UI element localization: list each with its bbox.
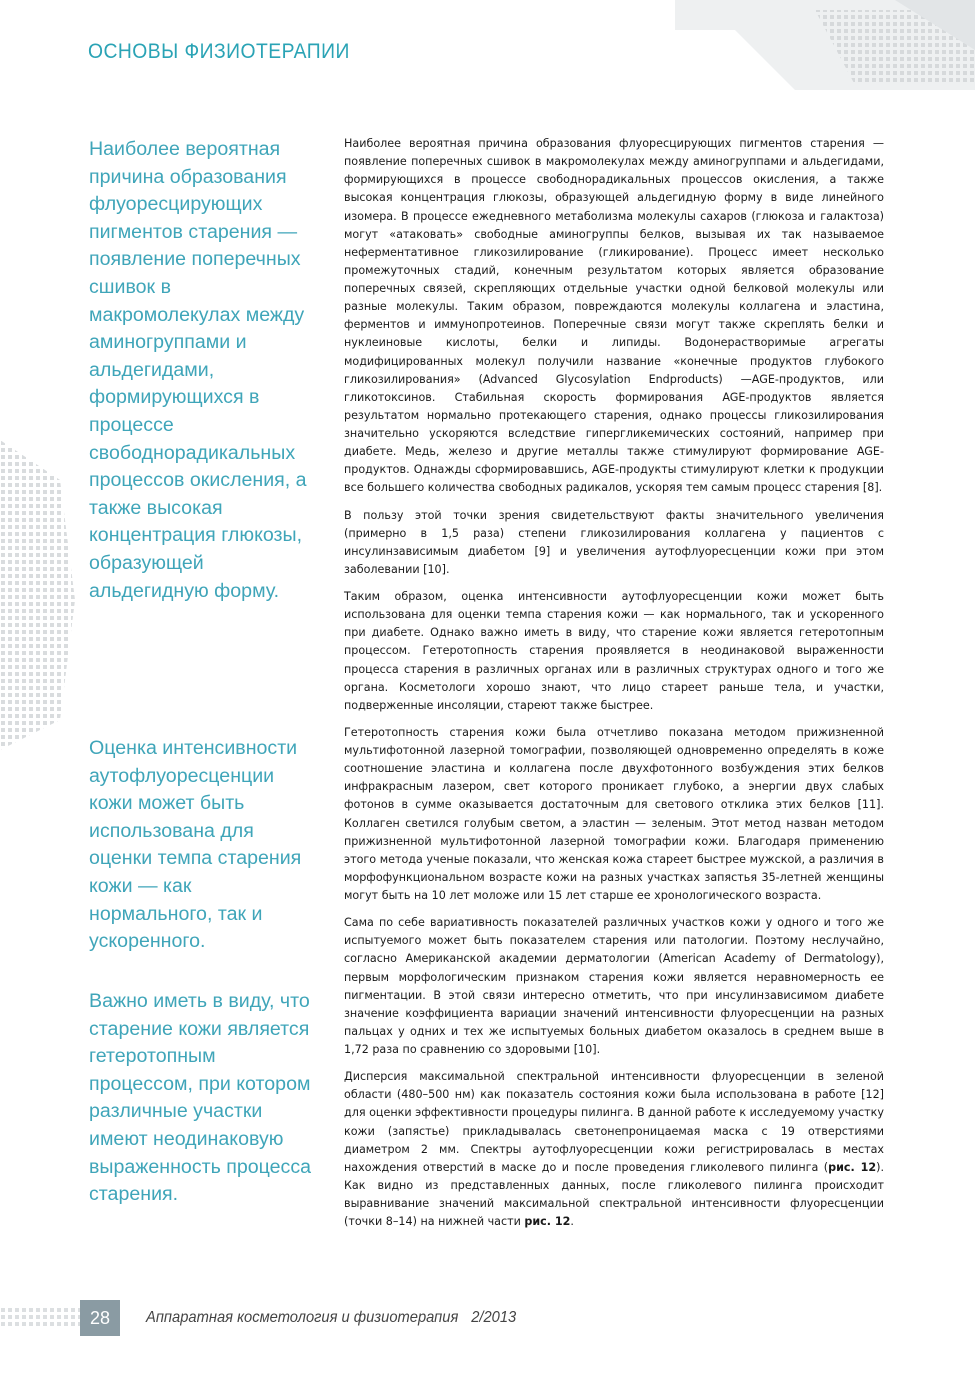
corner-decoration (675, 0, 975, 90)
journal-footer (146, 1309, 516, 1327)
paragraph: В пользу этой точки зрения свидетельствуют факты значительного увеличения (примерно в 1,5 раза) степени гликозилирования коллагена у пациентов с инсулинзависимым диабетом [9] и увеличения аутофлуоресценции кожи при этом заболевании [10]. (344, 508, 884, 576)
pullquote: Важно иметь в виду, что старение кожи является гетеротопным процессом, при котором различные участки имеют неодинаковую выраженность процесса старения. (89, 990, 312, 1206)
paragraph: Гетеротопность старения кожи была отчетливо показана методом прижизненной мультифотонной лазерной томографии, позволяющей одновременно определять в коже соотношение эластина и коллагена после двухфотонного возбуждения этих белков инфракрасным лазером, свет которого проникает глубоко, а энергии двух слабых фотонов в сумме оказывается достаточным для светового отклика этих белков [11]. Коллаген светился голубым светом, а эластин — зеленым. Этот метод назван методом прижизненной мультифотонной лазерной томографии кожи. Благодаря применению этого метода ученые показали, что женская кожа стареет быстрее мужской, а различия в морфофункциональном возрасте кожи на разных участках запястья 35-летней женщины могут быть на 10 лет моложе или 15 лет старше ее хронологического возраста. (344, 725, 884, 902)
figure-reference: рис. 12 (524, 1215, 571, 1229)
pullquote: Оценка интенсивности аутофлуоресценции кожи может быть использована для оценки темпа старения кожи — как нормального, так и ускоренного. (89, 737, 302, 953)
paragraph-text: Дисперсия максимальной спектральной интенсивности флуоресценции в зеленой области (480–500 нм) как показатель состояния кожи была использована в работе [12] для оценки эффективности процедуры пилинга. В данной работе к исследуемому участку кожи (запястье) прикладывалась светонепроницаемая маска с 19 отверстиями диаметром 2 мм. Спектры аутофлуоресценции кожи регистрировалась в местах нахождения отверстий в маске до и после проведения гликолевого пилинга ( (344, 1070, 884, 1174)
footer-decoration (0, 1300, 90, 1334)
figure-reference: рис. 12 (828, 1160, 877, 1174)
paragraph-text: ). Как видно из представленных данных, после гликолевого пилинга происходит выравнивание значений максимальной спектральной интенсивности флуоресценции (точки 8–14) на нижней части (344, 1160, 884, 1229)
paragraph: Таким образом, оценка интенсивности аутофлуоресценции кожи может быть использована для оценки темпа старения кожи — как нормального, так и ускоренного при диабете. Однако важно иметь в виду, что старение кожи является гетеротопным процессом. Гетеротопность старения проявляется в неодинаковой выраженности процесса старения в различных органах или в различных структурах одного и того же органа. Косметологи хорошо знают, что лицо стареет раньше тела, и участки, подверженные инсоляции, стареют также быстрее. (344, 590, 884, 712)
journal-issue: 2/2013 (471, 1309, 517, 1326)
paragraph (344, 1068, 884, 1231)
page-number-box (80, 1300, 120, 1336)
article-body (344, 135, 884, 1240)
side-decoration (0, 440, 80, 750)
paragraph: Сама по себе вариативность показателей различных участков кожи у одного и того же испытуемого может быть показателем старения или патологии. Поэтому неслучайно, согласно Американской академии дерматологии (American Academy of Dermatology), первым морфологическим признаком старения кожи является неравномерность ее пигментации. В этой связи интересно отметить, что при инсулинзависимом диабете значение коэффициента вариации значений интенсивности флуоресценции на разных пальцах у одних и тех же испытуемых больных диабетом оказалось в среднем выше в 1,72 раза по сравнению со здоровыми [10]. (344, 916, 884, 1056)
section-title: ОСНОВЫ ФИЗИОТЕРАПИИ (88, 40, 350, 63)
page-number: 28 (89, 1307, 111, 1328)
journal-name: Аппаратная косметология и физиотерапия (146, 1309, 459, 1326)
paragraph: Наиболее вероятная причина образования флуоресцирующих пигментов старения — появление поперечных сшивок в макромолекулах между аминогруппами и альдегидами, формирующихся в процессе свободнорадикальных процессов окисления, а также высокая концентрация глюкозы, образующей альдегидную форму в виде линейного изомера. В процессе ежедневного метаболизма молекулы сахаров (глюкоза и галактоза) могут «атаковать» свободные аминогруппы белков, вызывая их так называемое неферментативное гликозилирование (гликирование). Процесс имеет несколько промежуточных стадий, конечным результатом которых является образование поперечных связей, скрепляющих отдельные участки одной белковой молекулы или разные молекулы. Таким образом, повреждаются молекулы коллагена и эластина, ферментов и иммунопротеинов. Поперечные связи могут также скреплять белки и нуклеиновые кислоты, белки и липиды. Водонерастворимые агрегаты модифицированных молекул получили название «конечные продуктов глубокого гликозилирования» (Advanced Glycosylation Endproducts) —AGE-продуктов, или гликотоксинов. Стабильная скорость формирования AGE-продуктов является результатом нормально протекающего старения, однако процессы гликозилирования значительно ускоряются вследствие гипергликемических состояний, например при диабете. Медь, железо и другие металлы также стимулируют формирование AGE-продуктов. Однажды сформировавшись, AGE-продукты стимулируют клетки к продукции все большего количества свободных радикалов, ускоряя тем самым процесс старения [8]. (344, 137, 884, 495)
pullquote: Наиболее вероятная причина образования флуоресцирующих пигментов старения — появление поперечных сшивок в макромолекулах между аминогруппами и альдегидами, формирующихся в процессе свободнорадикальных процессов окисления, а также высокая концентрация глюкозы, образующей альдегидную форму. (89, 138, 307, 602)
paragraph-text: . (570, 1215, 574, 1229)
